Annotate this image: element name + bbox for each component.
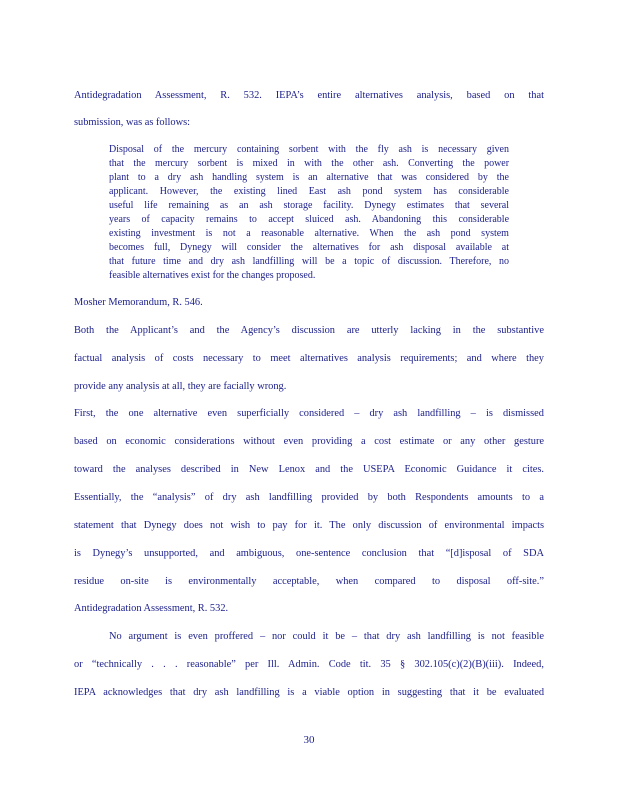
text-line: statement that Dynegy does not wish to pay for it. The only discussion of environmental impacts xyxy=(74,520,545,531)
text-line: No argument is even proffered – nor could it be – that dry ash landfilling is not feasible xyxy=(109,631,544,642)
quote-line: applicant. However, the existing lined East ash pond system has considerable xyxy=(109,186,509,197)
quote-line: Disposal of the mercury containing sorbent with the fly ash is necessary given xyxy=(109,144,509,155)
text-line: is Dynegy’s unsupported, and ambiguous, one-sentence conclusion that “[d]isposal of SDA xyxy=(74,548,544,559)
text-line: factual analysis of costs necessary to meet alternatives analysis requirements; and where they xyxy=(74,353,544,364)
quote-line: plant to a dry ash handling system is an alternative that was considered by the xyxy=(109,172,509,183)
quote-line: years of capacity remains to accept sluiced ash. Abandoning this considerable xyxy=(109,214,510,225)
text-line: based on economic considerations without even providing a cost estimate or any other gesture xyxy=(74,436,545,447)
citation: Mosher Memorandum, R. 546. xyxy=(74,297,203,308)
quote-line: becomes full, Dynegy will consider the alternatives for ash disposal available at xyxy=(109,242,509,253)
text-line: Both the Applicant’s and the Agency’s discussion are utterly lacking in the substantive xyxy=(74,325,544,336)
quote-line: existing investment is not a reasonable alternative. When the ash pond system xyxy=(109,228,509,239)
text-line: Antidegradation Assessment, R. 532. IEPA’s entire alternatives analysis, based on that xyxy=(74,90,544,101)
quote-line: that future time and dry ash landfilling will be a topic of discussion. Therefore, no xyxy=(109,256,510,267)
text-line: or “technically . . . reasonable” per Ill. Admin. Code tit. 35 § 302.105(c)(2)(B)(iii). Indeed, xyxy=(74,659,544,670)
page-number: 30 xyxy=(303,734,315,746)
text-line: First, the one alternative even superficially considered – dry ash landfilling – is dismissed xyxy=(74,408,544,419)
text-line: IEPA acknowledges that dry ash landfilling is a viable option in suggesting that it be evaluated xyxy=(74,687,545,698)
text-line: submission, was as follows: xyxy=(74,117,191,128)
text-line: provide any analysis at all, they are facially wrong. xyxy=(74,381,287,392)
quote-line: feasible alternatives exist for the changes proposed. xyxy=(109,270,316,281)
text-line: Essentially, the “analysis” of dry ash landfilling provided by both Respondents amounts to a xyxy=(74,492,544,503)
quote-line: that the mercury sorbent is mixed in with the other ash. Converting the power xyxy=(109,158,510,169)
text-line: residue on-site is environmentally acceptable, when compared to disposal off-site.” xyxy=(74,576,544,587)
text-line: Antidegradation Assessment, R. 532. xyxy=(74,603,229,614)
quote-line: useful life remaining as an ash storage facility. Dynegy estimates that several xyxy=(109,200,509,211)
text-line: toward the analyses described in New Lenox and the USEPA Economic Guidance it cites. xyxy=(74,464,544,475)
